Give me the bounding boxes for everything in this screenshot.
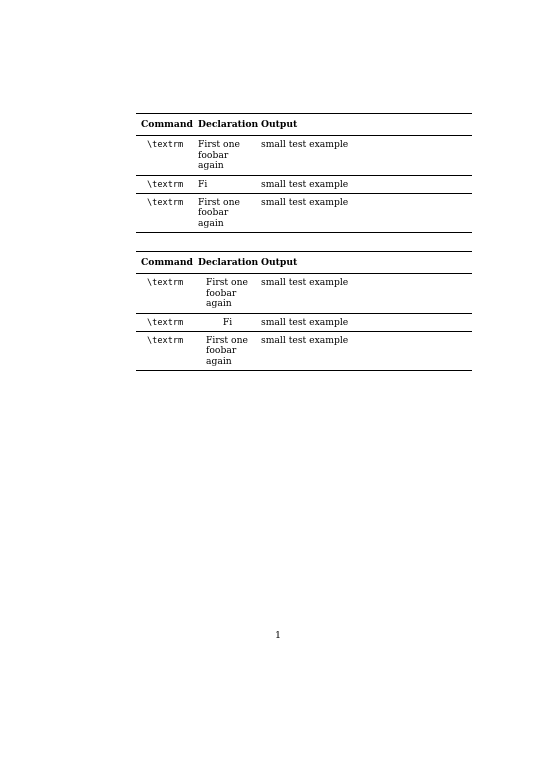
output-cell: small test example — [261, 277, 349, 289]
declaration-line: again — [206, 298, 232, 310]
declaration-cell — [198, 313, 261, 331]
command-cell: \textrm — [147, 278, 184, 289]
header-output: Output — [261, 257, 298, 268]
table-header-row — [136, 252, 472, 274]
output-cell: small test example — [261, 139, 349, 151]
declaration-line: First one — [206, 335, 248, 347]
command-cell: \textrm — [147, 317, 184, 328]
command-cell: \textrm — [147, 336, 184, 347]
declaration-line: foobar — [198, 149, 229, 161]
header-declaration: Declaration — [198, 119, 259, 130]
table-row — [136, 274, 472, 313]
output-cell: small test example — [261, 178, 349, 190]
page-number: 1 — [274, 630, 282, 641]
declaration-line: First one — [198, 197, 240, 209]
header-command: Command — [141, 119, 193, 130]
declaration-cell — [198, 136, 261, 175]
declaration-line: again — [198, 160, 224, 172]
output-cell: small test example — [261, 316, 349, 328]
declaration-line: foobar — [206, 345, 237, 357]
declaration-line: foobar — [206, 287, 237, 299]
output-cell: small test example — [261, 197, 349, 209]
table-header-row — [136, 114, 472, 136]
command-cell: \textrm — [147, 179, 184, 190]
header-output: Output — [261, 119, 298, 130]
table-row — [136, 332, 472, 371]
command-cell: \textrm — [147, 198, 184, 209]
table-row — [136, 136, 472, 175]
table-row — [136, 313, 472, 331]
header-command: Command — [141, 257, 193, 268]
declaration-line: again — [198, 217, 224, 229]
declaration-cell — [198, 274, 261, 313]
comparison-table-1 — [136, 113, 472, 233]
header-declaration: Declaration — [198, 257, 259, 268]
comparison-table-2 — [136, 251, 472, 371]
declaration-line: First one — [198, 139, 240, 151]
declaration-cell — [198, 194, 261, 233]
declaration-cell — [198, 332, 261, 371]
declaration-line: foobar — [198, 207, 229, 219]
table-row — [136, 194, 472, 233]
declaration-line: Fi — [198, 178, 208, 190]
declaration-line: again — [206, 355, 232, 367]
declaration-line: Fi — [222, 316, 233, 328]
table-row — [136, 175, 472, 193]
output-cell: small test example — [261, 335, 349, 347]
command-cell: \textrm — [147, 140, 184, 151]
declaration-cell — [198, 175, 261, 193]
declaration-line: First one — [206, 277, 248, 289]
